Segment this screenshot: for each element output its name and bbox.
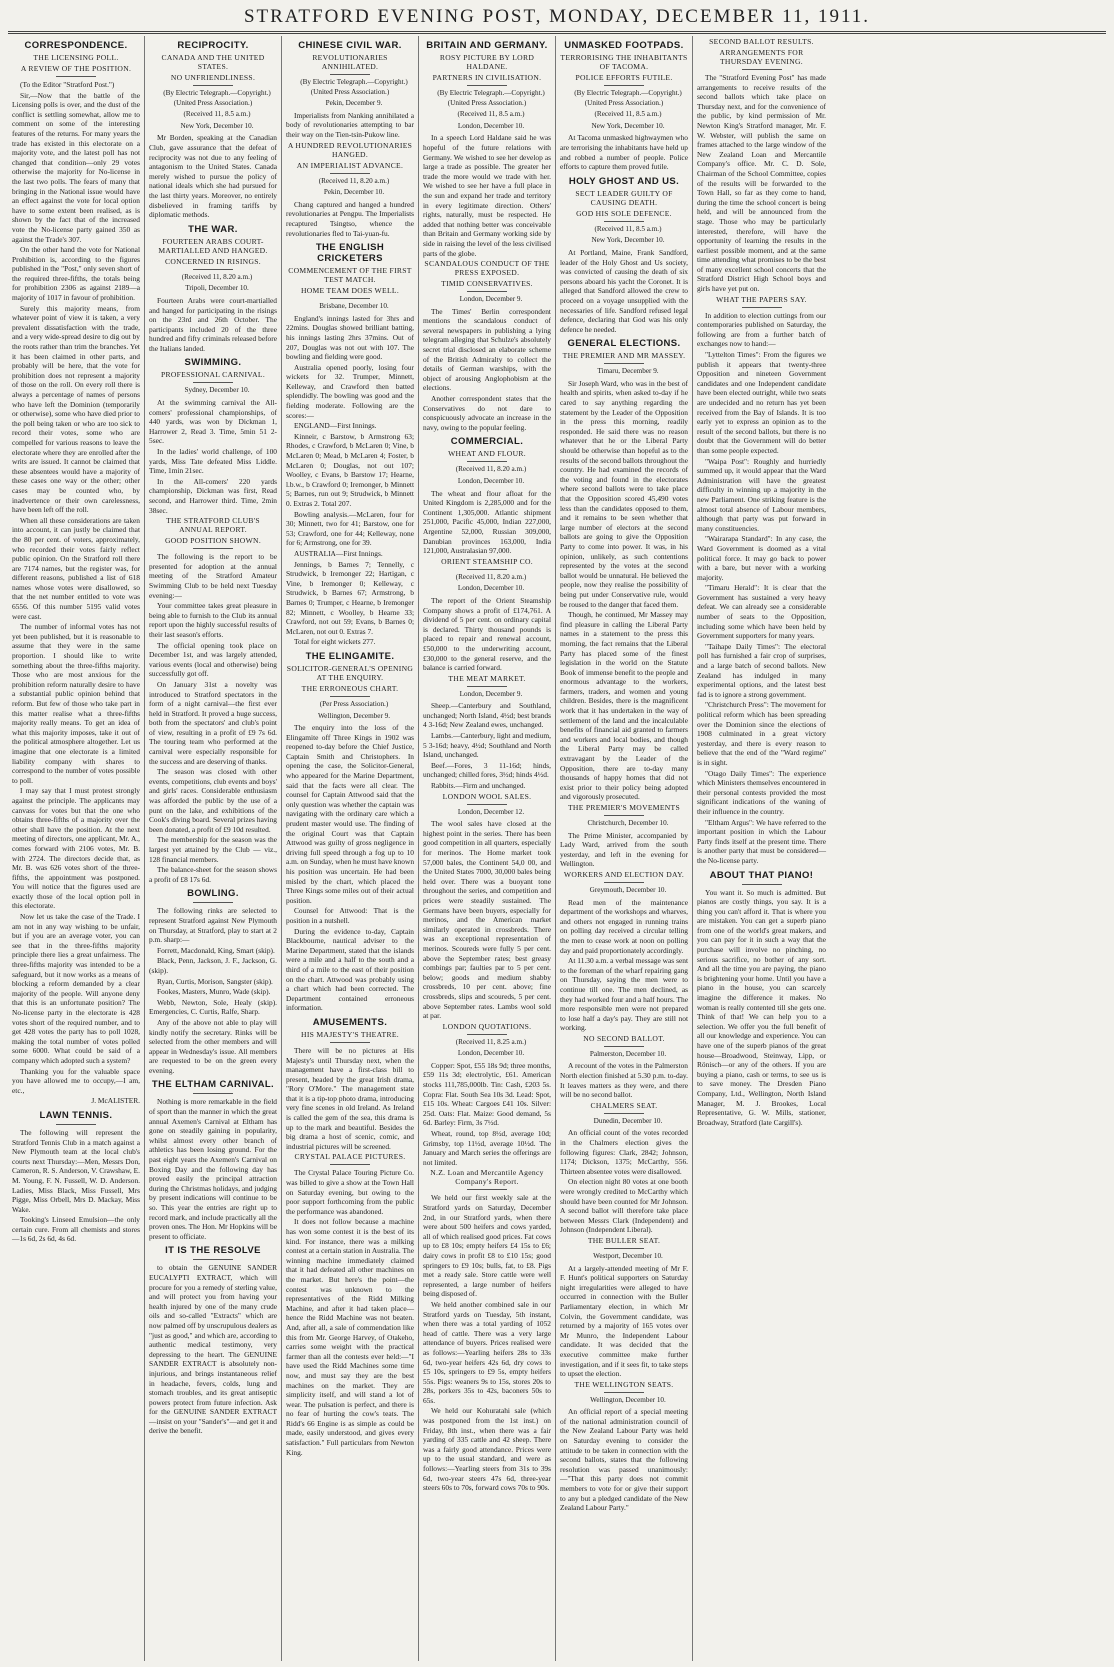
divider <box>467 461 507 462</box>
article-subheadline: TERRORISING THE INHABITANTS OF TACOMA. <box>560 53 688 71</box>
dateline: Wellington, December 10. <box>590 1395 666 1404</box>
divider <box>330 696 370 697</box>
paragraph: Rabbits.—Firm and unchanged. <box>431 781 526 791</box>
column-3 <box>282 36 419 1661</box>
paragraph: The report of the Orient Steamship Company shows a profit of £174,761. A dividend of 5 per cent. on ordinary capital is declared. Thirty thousand pounds is placed to repair and renewal account, £50,000 to the underwriting account, £30,000 to the general reserve, and the balance is carried forward. <box>423 595 551 673</box>
paragraph: Wheat, round, top 8½d, average 10d; Grimsby, top 11½d, average 10½d. The January and March series the offerings are not limited. <box>423 1129 551 1167</box>
paragraph: We held another combined sale in our Stratford yards on Tuesday, 5th instant, when there was a total yarding of 1052 head of cattle. There was a very large attendance of buyers. Prices realised were as follows:—Yearling heifers 28s to 33s 6d, two-year heifers 42s 6d, dry cows to £5 10s, springers to £9 5s, empty heifers 55s. Pigs: weaners 9s to 15s, stores 20s to 28s, porkers 35s to 42s, baconers 50s to 65s. <box>423 1299 551 1405</box>
paragraph: Beef.—Fores, 3 11-16d; hinds, unchanged; chilled fores, 3½d; hinds 4½d. <box>423 760 551 780</box>
paragraph: Fourteen Arabs were court-martialled and hanged for participating in the risings on the 23rd and 26th October. The participants included 20 of the three hundred and fifty criminals released before the Italians landed. <box>149 295 277 353</box>
paragraph: An official count of the votes recorded in the Chalmers election gives the following figures: Clark, 2842; Johnson, 1174; Dickson, 1375; McCarthy, 556. Thirteen absentee votes were disallowed. <box>560 1128 688 1176</box>
article-subheadline: FOURTEEN ARABS COURT-MARTIALLED AND HANGED. <box>158 236 268 255</box>
dateline: London, December 10. <box>457 477 525 485</box>
dateline: New York, December 10. <box>591 121 665 130</box>
article-headline: COMMERCIAL. <box>450 436 524 448</box>
article-headline: CHINESE CIVIL WAR. <box>298 40 402 51</box>
paragraph: "Waipa Post": Roughly and hurriedly summed up, it would appear that the Ward Administration will have the greatest difficulty in winning up a majority in the new Parliament. One striking feature is the almost total absence of Labour members, although that party was put forward in many constituencies. <box>697 456 826 533</box>
dateline: Dunedin, December 10. <box>593 1116 663 1125</box>
article <box>560 1101 688 1235</box>
divider <box>193 1093 233 1094</box>
article-subheadline: CRYSTAL PALACE PICTURES. <box>294 1152 406 1162</box>
dateline: Sydney, December 10. <box>184 386 250 395</box>
article <box>149 888 277 1075</box>
paragraph: On election night 80 votes at one booth were wrongly credited to McCarthy which should have been counted for Mr Johnson. A second ballot will therefore take place between Messrs Clark (Independent) and Johnson (Independent Liberal). <box>560 1177 688 1235</box>
divider <box>604 1248 644 1249</box>
divider <box>330 1164 370 1165</box>
divider <box>330 298 370 299</box>
paragraph: In the All-comers' 220 yards championship, Dickman was first, Read second, and Harrower third. Time, 2min 38sec. <box>149 476 277 515</box>
dateline: New York, December 10. <box>180 121 254 130</box>
paragraph: ENGLAND—First Innings. <box>294 421 377 431</box>
divider <box>467 1034 507 1035</box>
article-headline: IT IS THE RESOLVE <box>165 1245 261 1257</box>
column-2 <box>145 36 282 1661</box>
paragraph: The season was closed with other events, competitions, club events and boys' and girls' races. Considerable enthusiasm was afforded the public by the use of a punt on the lake, and exhibitions of the Cook's diving board. Several prizes having been donated, a profit of £9 10d resulted. <box>149 767 277 834</box>
article-headline: BOWLING. <box>187 888 239 900</box>
divider <box>742 884 782 885</box>
column-1 <box>8 36 145 1661</box>
article-subheadline-2: GOD HIS SOLE DEFENCE. <box>576 208 672 218</box>
paragraph: Lambs.—Canterbury, light and medium, 5 3-16d; heavy, 4½d; Southland and North Island, unchanged. <box>423 731 551 760</box>
article-subheadline: A HUNDRED REVOLUTIONARIES HANGED. <box>287 140 413 159</box>
article-subheadline: THE STRATFORD CLUB'S ANNUAL REPORT. <box>166 516 260 535</box>
paragraph: Surely this majority means, from whatever point of view it is taken, a very prevalent dissatisfaction with the trade, and a very wide-spread desire to dig out by the roots rather than trim the branches. Yet it has been claimed in other parts, and probably will be here, that the vote for prohibition does not represent a majority of those on the roll. On every roll there is always a percentage of names of persons who have left the Dominion (temporarily or otherwise), some who have died prior to the poll being taken or who are too sick to record their votes, some who are compelled for various reasons to leave the electorate where they are enrolled after the writs are issued. It cannot be claimed that these absentees would have a majority of these cases one way or the other; other cases may be counted who, by inadvertence or their own carelessness, have been left off the roll. <box>12 303 140 515</box>
divider <box>467 804 507 805</box>
paragraph: "Lyttelton Times": From the figures we publish it appears that twenty-three Opposition and nineteen Government candidates and one Independent candidate have been elected outright, while two seats are undecided and no return has yet been received from the Bay of Islands. It is too early yet to express an opinion as to the result of the second ballots, but there is no doubt that the Government will do better than some people expected. <box>697 350 826 455</box>
paragraph: Ryan, Curtis, Morison, Sangster (skip). <box>157 976 273 986</box>
paragraph: "Eltham Argus": We have referred to the important position in which the Labour Party finds itself at the present time. There is another party that must be considered—the No-license party. <box>697 817 826 865</box>
article-subheadline-2: NO UNFRIENDLINESS. <box>170 73 256 82</box>
paragraph: Kinneir, c Barstow, b Armstrong 63; Rhodes, c Crawford, b McLaren 0; Vine, b McLaren 0; Mead, b McLaren 4; Foster, b McLaren 0; Douglas, not out 107; Woolley, c Evans, b Barstow 17; Hearne, l.b.w., b Crawford 0; Iremonger, b Minnett 5; Barnes, run out 9; Strudwick, b Minnett 0. Extras 2. Total 207. <box>286 431 414 508</box>
article-subheadline: REVOLUTIONARIES ANNIHILATED. <box>312 53 388 71</box>
article <box>423 557 551 673</box>
paragraph: At the swimming carnival the All-comers' professional championships, of 440 yards, was won by Dickman 1, Harrower 2, Read 3. Time, 5min 51 2-5sec. <box>149 398 277 446</box>
article <box>286 242 414 647</box>
paragraph: The enquiry into the loss of the Elingamite off Three Kings in 1902 was reopened to-day before the Chief Justice, Captain Smith and Christophers. In opening the case, the Solicitor-General, who appeared for the Marine Department, said that the facts were all clear. The counsel for Captain Attwood said that the only question was whether the captain was navigating with the ordinary care which a prudent master would use. The finding of the original Court was that Captain Attwood was guilty of gross negligence in driving full speed through a fog up to 10 a.m. on Sunday, when he must have known his position was uncertain. He had been misled by the chart, which placed the Three Kings some miles out of their actual position. <box>286 723 415 905</box>
paragraph: On the other hand the vote for National Prohibition is, according to the figures published in the "Post," only seven short of the required three-fifths, the totals being for prohibition 2306 as against 2189—a majority of 1017 in favour of prohibition. <box>12 245 140 303</box>
divider <box>604 1113 644 1114</box>
paragraph: Fookes, Masters, Munro, Wade (skip). <box>157 987 271 997</box>
paragraph: The following rinks are selected to represent Stratford against New Plymouth on Thursday, at Stratford, play to start at 2 p.m. sharp:— <box>149 906 277 945</box>
paragraph: At Portland, Maine, Frank Sandford, leader of the Holy Ghost and Us society, was convicted of causing the death of six persons aboard his yacht the Coronet. It is alleged that Sandford allowed the crew to proceed on a voyage unsupplied with the necessaries of life. Sandford refused legal defence, declaring that God was his only defence he needed. <box>560 247 688 334</box>
divider <box>193 85 233 86</box>
paragraph: Bowling analysis.—McLaren, four for 30; Minnett, two for 41; Barstow, one for 53; Crawford, one for 44; Kelleway, none for 6; Armstrong, one for 39. <box>286 509 414 548</box>
paragraph: Black, Penn, Jackson, J. F., Jackson, G. (skip). <box>149 956 277 975</box>
paragraph: to obtain the GENUINE SANDER EUCALYPTI EXTRACT, which will procure for you a remedy of sterling value, and will protect you from having your health injured by one of the many crude oils and so-called "Extracts" which are now palmed off by unscrupulous dealers as "just as good," and which are, according to authentic medical testimony, very depressing to the heart. The GENUINE SANDER EXTRACT is absolutely non-injurious, and brings instantaneous relief in headache, fevers, colds, lung and stomach troubles, and its great antiseptic powers protect from future infection. Ask for the GENUINE SANDER EXTRACT—insist on your "Sander's"—and get it and derive the benefit. <box>149 1263 277 1436</box>
paragraph: A recount of the votes in the Palmerston North election finished at 5.30 p.m. to-day. It leaves matters as they were, and there will be no second ballot. <box>560 1061 688 1100</box>
article-subheadline: THE PREMIER'S MOVEMENTS <box>567 803 681 812</box>
article <box>423 436 551 555</box>
divider <box>193 382 233 383</box>
article-headline: LAWN TENNIS. <box>39 1109 113 1121</box>
article <box>697 37 826 294</box>
dateline: Westport, December 10. <box>593 1251 663 1260</box>
dateline: Pekin, December 10. <box>323 188 385 197</box>
article <box>560 40 688 172</box>
newspaper-columns <box>8 36 1106 1661</box>
divider <box>467 291 507 292</box>
dateline: (Received 11, 8.20 a.m.) <box>318 176 390 185</box>
paragraph: The Crystal Palace Touring Picture Co. was billed to give a show at the Town Hall on Saturday evening, but owing to the poor support forthcoming from the public the performance was abandoned. <box>286 1168 414 1216</box>
paragraph: Sheep.—Canterbury and Southland, unchanged; North Island, 4½d; best brands 4 3-16d; New Zealand ewes, unchanged. <box>423 701 551 730</box>
paragraph: At 11.30 a.m. a verbal message was sent to the foreman of the wharf repairing gang on Thursday, saying the men were to continue till one. The men declined, as they had worked four and a half hours. The more responsible men were not prepared to lose half a day's pay. They are still not working. <box>560 956 688 1033</box>
article <box>286 651 414 1013</box>
paragraph: The official opening took place on December 1st, and was largely attended, various events (local and otherwise) being successfully got off. <box>149 640 277 679</box>
paragraph: I may say that I must protest strongly against the principle. The applicants may canvass for votes but that the one who obtains three-fifths of a majority over the other shall have the position. At the next meeting of directors, one applicant, Mr. A., comes forward with 2106 votes, Mr. B. with 2724. The directors decide that, as Mr. B. was 626 votes short of the three-fifths, the appointment was postponed. You will notice that the figures used are exactly those of the local option poll in this electorate. <box>12 786 140 911</box>
article-subheadline: HIS MAJESTY'S THEATRE. <box>301 1029 399 1039</box>
dateline: London, December 12. <box>457 807 525 816</box>
dateline: Tripoli, December 10. <box>185 284 249 293</box>
article-subheadline: CHALMERS SEAT. <box>590 1100 658 1110</box>
article-subheadline: SCANDALOUS CONDUCT OF THE PRESS EXPOSED. <box>424 259 550 278</box>
dateline: Greymouth, December 10. <box>589 885 667 894</box>
article-subheadline: THE PREMIER AND MR MASSEY. <box>562 351 686 361</box>
article <box>423 1022 551 1168</box>
article <box>560 1034 688 1100</box>
paragraph: The following will represent the Stratford Tennis Club in a match against a New Plymouth team at the local club's courts next Thursday:—Men, Messrs Don, Cameron, R. S. Anderson, V. Crawshaw, E. M. Young, F. N. Fussell, W. D. Anderson. Ladies, Miss Black, Miss Fussell, Mrs Pigge, Miss Orbell, Mrs D. Mackay, Miss Wake. <box>12 1127 140 1214</box>
paragraph: Nothing is more remarkable in the field of sport than the manner in which the great annual Axemen's Carnival at Eltham has gone on steadily gaining in popularity, whilst almost every other branch of athletics has been losing ground. For the past eight years the Axemen's Carnival on Boxing Day and the following day has proved easily the principal attraction during the Christmas holidays, and judging by present indications will continue to be so. This year the entries are right up to record mark, and include practically all the proven ones. The Hon. Mr Hopkins will be present to officiate. <box>149 1097 277 1241</box>
paragraph: "Taihape Daily Times": The electoral poll has furnished a fair crop of surprises, and a large batch of second ballots. New Zealand has indulged in many experimental options, and the latest best fad is to ignore a strong government. <box>697 641 826 699</box>
article-headline: RECIPROCITY. <box>177 40 249 51</box>
article-subheadline: WHEAT AND FLOUR. <box>448 449 526 459</box>
paragraph: You want it. So much is admitted. But pianos are costly things, you say. It is a thing you can't afford it. That is where you are mistaken. You can get a superb piano from one of the world's great makers, and you can pay for it in such a way that the purchase will involve no pinching, no serious sacrifice, no bother of any sort. And all the time you are paying, the piano is brightening your home. Until you have a piano in the house, you can scarcely imagine the difference it makes. No woman is really contented till she gets one. Think of that! We can help you to a selection. We offer you the full benefit of all our knowledge and experience. You can have one of the superb pianos of the great house—Broadwood, Steinway, Lipp, or Rönisch—or any of the others. If you are buying a piano, cash or terms, to see us is to save money. The Dresden Piano Company, Ltd., Wellington, North Island Manager, M. J. Brookes, Local Representative, G. W. Mills, stationer, Broadway, Stratford (late Cargill's). <box>697 887 826 1127</box>
paragraph: AUSTRALIA—First Innings. <box>294 548 383 558</box>
masthead-rule-double <box>8 33 1106 34</box>
dateline: London, December 9. <box>459 689 523 698</box>
article <box>286 40 414 140</box>
paragraph: Mr Borden, speaking at the Canadian Club, gave assurance that the defeat of reciprocity was not due to any feeling of antagonism to the United States. Canada merely wished to pursue the policy of national ideals which she had pursued for the last thirty years. Moreover, no entirely disbelieved in framing tariffs by diplomatic methods. <box>149 133 277 220</box>
paragraph: "Otago Daily Times": The experience which Ministers themselves encountered in their personal contests provided the most significant indications of the waning of their influence in the country. <box>697 768 826 816</box>
dateline: (By Electric Telegraph.—Copyright.) (United Press Association.) <box>574 89 682 107</box>
dateline: (Per Press Association.) <box>319 699 389 708</box>
article <box>286 141 414 239</box>
article-subheadline-2: ARRANGEMENTS FOR THURSDAY EVENING. <box>719 48 804 66</box>
article <box>423 1168 551 1492</box>
article <box>286 1152 414 1457</box>
article <box>560 803 688 869</box>
paragraph: In the ladies' world challenge, of 100 yards, Miss Tate defeated Miss Liddle. Time, 1min 21sec. <box>149 447 277 476</box>
article-headline: HOLY GHOST AND US. <box>568 175 680 187</box>
paragraph: During the evidence to-day, Captain Blackbourne, nautical adviser to the Marine Department, stated that the islands were a mile and a half to the south and a third of a mile to the east of their position on the chart. Attwood was probably using a chart which had been corrected. The Department contained erroneous information. <box>286 926 414 1013</box>
dateline: London, December 10. <box>457 121 525 130</box>
article <box>560 176 688 335</box>
article-subheadline: THE BULLER SEAT. <box>587 1235 661 1245</box>
divider <box>56 76 96 77</box>
dateline: (Received 11, 8.5 a.m.) <box>457 110 525 119</box>
paragraph: Now let us take the case of the Trade. I am not in any way wishing to be unfair, but if you are an average voter, you can see that in the three-fifths majority principle there lies a great unfairness. The three-fifths majority was intended to be a safeguard, but it now works as a means of blocking a reform demanded by a clear majority of the people. Will anyone deny that this is an unfortunate position? The No-license party in the electorate is 428 votes short of the required number, and to get 428 votes the party has to poll 1028, making the total number of votes polled some 6000. What could be said of a company which adopted such a system? <box>12 912 140 1065</box>
paragraph: The Prime Minister, accompanied by Lady Ward, arrived from the south yesterday, and left in the evening for Wellington. <box>560 830 688 869</box>
divider <box>467 569 507 570</box>
article-subheadline: WHAT THE PAPERS SAY. <box>716 294 807 304</box>
article-subheadline: PROFESSIONAL CARNIVAL. <box>160 370 266 380</box>
article <box>560 1380 688 1513</box>
paragraph: Counsel for Attwood: That is the position in a nutshell. <box>286 906 414 925</box>
paragraph: Tooking's Linseed Emulsion—the only certain cure. From all chemists and stores—1s 6d, 2s 6d, 4s 6d. <box>12 1215 140 1244</box>
paragraph: The membership for the season was the largest yet attained by the Club — viz., 128 financial members. <box>149 835 277 864</box>
dateline: Brisbane, December 10. <box>319 302 389 311</box>
article-subheadline: THE WELLINGTON SEATS. <box>574 1379 674 1389</box>
article-subheadline-2: AN IMPERIALIST ADVANCE. <box>296 160 404 170</box>
article-headline: SWIMMING. <box>184 357 242 369</box>
dateline: (By Electric Telegraph.—Copyright.) (United Press Association.) <box>163 89 271 107</box>
paragraph: At Tacoma unmasked highwaymen who are terrorising the inhabitants have held up and robbed a number of people. Police efforts to capture them proved futile. <box>560 133 688 172</box>
article-headline: GENERAL ELECTIONS. <box>567 338 681 350</box>
paragraph: Though, he continued, Mr Massey may find pleasure in calling the Liberal Party names in a statement to the press this morning, the fact remains that the Liberal Party has placed some of the finest legislation in the world on the Statute Book of immense benefit to the people and enormous advantage to the workers, farmers, traders, and women and young children. Besides, there is the magnificent work that it has undertaken in the way of settlement of the land and the incalculable benefits of financial aid granted to farmers and workers and local bodies, and though the Liberal Party may be called extravagant by the Leader of the Opposition, there are to-day many thousands of happy homes that did not exist prior to their policy being adopted and vigorously prosecuted. <box>560 610 688 802</box>
paragraph: Thanking you for the valuable space you have allowed me to occupy,—I am, etc., <box>12 1066 140 1095</box>
paragraph: "Wairarapa Standard": In any case, the Ward Government is doomed as a vital political force. It may go back to power with a bare, but never with a working majority. <box>697 534 826 582</box>
article <box>149 224 277 354</box>
column-6 <box>693 36 830 1661</box>
masthead-rule <box>8 31 1106 32</box>
paragraph: Your committee takes great pleasure in being able to furnish to the Club its annual report upon the highly successful results of their last season's efforts. <box>149 601 277 639</box>
paragraph: The number of informal votes has not yet been published, but it is reasonable to assume that they were in the same proportion. I should like to write something about the three-fifths majority. Those who are most anxious for the prohibition reform naturally desire to have a substantial public opinion behind that reform. But few of those who take part in this matter realise what a three-fifths majority really means. To get an idea of what this majority imposes, take it out of the political atmosphere altogether. Let us imagine that one electorate is a limited liability company with shares to correspond to the number of votes possible to poll. <box>12 622 140 785</box>
paragraph: The wool sales have closed at the highest point in the series. There has been good competition in all quarters, especially for merinos. The Home market took 57,000 bales, the Continent 54,0 00, and the United States 7000, 30,000 bales being held over. There was a buoyant tone throughout the series, and competition and prices were steadily sustained. The Germans have been buyers, especially for merinos, and the American market similarly operated in crossbreds. There was an exceptional representation of merinos. Scoureds were fully 5 per cent. above the September rates; best greasy combings par; faulties par to 5 per cent. below; goods and medium shabby crossbreds, 10 per cent. above; fine crossbreds, slips and scoureds, 5 per cent. above September rates. Lambs wool sold at par. <box>423 819 551 1021</box>
divider <box>330 74 370 75</box>
paragraph: We held our first weekly sale at the Stratford yards on Saturday, December 2nd, in our Stratford yards, when there were about 500 heifers and cows yarded, all of which realised good prices. Fat cows up to £8 10s; empty heifers £4 15s to £6; dairy cows in profit £8 to £10 15s; good springers to £9 10s; bulls, fat, to £8. Pigs met a ready sale. Store cattle were well represented, a large number of heifers being disposed of. <box>423 1193 551 1299</box>
article-subheadline: LONDON QUOTATIONS. <box>442 1021 532 1031</box>
divider <box>604 815 644 816</box>
article-subheadline: SECOND BALLOT RESULTS. <box>709 37 814 46</box>
article <box>697 870 826 1128</box>
article <box>12 40 140 1106</box>
article-headline: THE ELINGAMITE. <box>305 650 395 662</box>
dateline: Timaru, December 9. <box>597 367 659 376</box>
article-headline: AMUSEMENTS. <box>312 1016 388 1028</box>
article <box>12 1110 140 1244</box>
divider <box>604 1392 644 1393</box>
dateline: (Received 11, 8.5 a.m.) <box>594 224 662 233</box>
article-subheadline: SOLICITOR-GENERAL'S OPENING AT THE ENQUIRY. <box>286 663 414 682</box>
article-subheadline-2: THE ERRONEOUS CHART. <box>301 683 399 693</box>
divider <box>56 1124 96 1125</box>
article <box>286 1017 414 1152</box>
article <box>560 338 688 802</box>
dateline: (Received 11, 8.20 a.m.) <box>455 572 527 581</box>
dateline: (By Electric Telegraph.—Copyright.) (United Press Association.) <box>437 89 545 107</box>
paragraph: In addition to election cuttings from our contemporaries published on Saturday, the following are from a further batch of exchanges now to hand:— <box>697 310 826 349</box>
column-4 <box>419 36 556 1661</box>
paragraph: The following is the report to be presented for adoption at the annual meeting of the Stratford Amateur Swimming Club to be held next Tuesday evening:— <box>149 552 277 600</box>
article-subheadline: CANADA AND THE UNITED STATES. <box>161 53 265 71</box>
dateline: Christchurch, December 10. <box>587 819 669 827</box>
dateline: New York, December 10. <box>591 236 665 245</box>
article-subheadline-2: HOME TEAM DOES WELL. <box>300 286 400 296</box>
article-subheadline-2: GOOD POSITION SHOWN. <box>164 536 262 546</box>
divider <box>467 1189 507 1190</box>
paragraph: Chang captured and hanged a hundred revolutionaries at Pengpu. The Imperialists recaptured Tsingtso, whence the revolutionaries fled to Tai-yuan-fu. <box>286 199 414 238</box>
article-subheadline: ORIENT STEAMSHIP CO. <box>441 556 533 566</box>
article <box>149 1245 277 1436</box>
paragraph: On January 31st a novelty was introduced to Stratford spectators in the form of a night carnival—the first ever held in Stratford. It proved a huge success, both from the spectators' and club's point of view, resulting in a profit of £9 7s 6d. The touring team who performed at the carnival were especially responsible for the success and are deserving of thanks. <box>149 679 277 766</box>
paragraph: Copper: Spot, £55 18s 9d; three months, £59 11s 3d; electrolytic, £61. American stocks 111,785,000lb. Tin: Cash, £203 5s. Copra: Flat. South Sea 10s 3d. Lead: Spot, £15 10s. Wheat: Cargoes £41 10s. Silver: 25d. Oats: Flat. Maize: Good demand, 5s 6d. Barley: Firm, 3s 7½d. <box>423 1060 551 1128</box>
paragraph: Any of the above not able to play will kindly notify the secretary. Rinks will be selected from the other members and will appear in Wednesday's issue. All members are requested to be on the green every evening. <box>149 1017 277 1075</box>
article-subheadline: WORKERS AND ELECTION DAY. <box>563 869 685 879</box>
article-subheadline: THE MEAT MARKET. <box>448 673 526 683</box>
divider <box>467 686 507 687</box>
paragraph: Forrett, Macdonald, King, Smart (skip). <box>157 945 275 955</box>
article-subheadline-2: PARTNERS IN CIVILISATION. <box>432 73 542 82</box>
article-subheadline-2: A REVIEW OF THE POSITION. <box>20 64 132 73</box>
divider <box>193 269 233 270</box>
article-subheadline-2: CONCERNED IN RISINGS. <box>165 256 261 266</box>
article-subheadline: THE LICENSING POLL. <box>33 53 119 62</box>
divider <box>330 1042 370 1043</box>
dateline: London, December 10. <box>457 584 525 593</box>
dateline: Wellington, December 9. <box>317 711 391 720</box>
article-headline: CORRESPONDENCE. <box>24 40 128 51</box>
paragraph: England's innings lasted for 3hrs and 22mins. Douglas showed brilliant batting, his innings lasting 2hrs 37mins. Out of 207, Douglas was not out with 107. The bowling and fielding were good. <box>286 313 414 362</box>
divider <box>467 85 507 86</box>
divider <box>742 307 782 308</box>
paragraph: (To the Editor "Stratford Post.") <box>20 80 115 89</box>
article <box>560 870 688 1033</box>
dateline: Palmerston, December 10. <box>589 1049 667 1058</box>
signature: J. McALISTER. <box>91 1096 140 1106</box>
article <box>423 259 551 432</box>
article-headline: UNMASKED FOOTPADS. <box>564 40 684 51</box>
article-headline: ABOUT THAT PIANO! <box>709 869 814 881</box>
divider <box>604 882 644 883</box>
article <box>560 1236 688 1379</box>
article-subheadline: N.Z. Loan and Mercantile Agency Company's Report. <box>430 1168 544 1187</box>
paragraph: When all these considerations are taken into account, it can justly be claimed that the 80 per cent. of voters, approximately, who recorded their votes fairly reflect public opinion. On the Stratford roll there are 7174 names, but the register was, for different reasons, published a list of 618 names whose votes were disallowed, so that the net number entitled to vote was 6556. Of this number 5195 valid votes were cast. <box>12 515 140 621</box>
article <box>149 1079 277 1241</box>
article-headline: THE ENGLISH CRICKETERS <box>315 242 385 265</box>
dateline: (Received 11, 8.20 a.m.) <box>455 465 527 474</box>
article-headline: THE ELTHAM CARNIVAL. <box>151 1079 275 1091</box>
paragraph: An official report of a special meeting of the national administration council of the New Zealand Labour Party was held on Saturday evening to consider the attitude to be taken in connection with the second ballots, states that the following resolution was passed unanimously:—"That this party does not commit members to vote for or give their support to any but a pledged candidate of the New Zealand Labour Party." <box>560 1407 688 1513</box>
article <box>149 516 277 884</box>
article-subheadline: COMMENCEMENT OF THE FIRST TEST MATCH. <box>288 266 412 285</box>
paragraph: The balance-sheet for the season shows a profit of £8 17s 6d. <box>149 865 277 884</box>
paragraph: Sir,—Now that the battle of the Licensing polls is over, and the dust of the conflict is settling somewhat, allow me to comment on some of the interesting features of the returns. For many years the trade has existed in this electorate on a majority vote, and the latest poll has not changed that condition—only 29 votes otherwise the majority for No-license in the last two polls. The fears of many that bringing in the National issue would have an effect against the vote for local option have to some extent been realised, as is shown by the fact that of the increased vote the No-license party gained 350 as against the Trade's 307. <box>12 90 140 244</box>
divider <box>742 69 782 70</box>
paragraph: Jennings, b Barnes 7; Tennelly, c Strudwick, b Iremonger 22; Hartigan, c Vine, b Iremonger 0; Kelleway, c Strudwick, b Barnes 67; Armstrong, b Barnes 0; Trumper, c Hearne, b Iremonger 82; Minnett, c Woolley, b Hearne 33; Crawford, not out 59; Evans, b Barnes 0; McLaren, not out 0. Extras 7. <box>286 559 414 636</box>
divider <box>604 1046 644 1047</box>
paragraph: We held our Kohuratahi sale (which was postponed from the 1st inst.) on Friday, 8th inst., when there was a fair yarding of 335 cattle and 42 sheep. There was a fairly good attendance. Prices were up to the usual standard, and were as follows:—Yearling steers from 31s to 39s 6d, two-year steers 47s 6d, three-year steers 60s to 70s, forward cows 70s to 90s. <box>423 1406 551 1493</box>
article <box>423 792 551 1021</box>
dateline: London, December 9. <box>459 295 523 304</box>
article-subheadline-2: TIMID CONSERVATIVES. <box>441 279 533 289</box>
divider <box>193 548 233 549</box>
paragraph: Total for eight wickets 277. <box>294 637 376 647</box>
article-subheadline: ROSY PICTURE BY LORD HALDANE. <box>439 53 535 71</box>
dateline: London, December 10. <box>457 1049 525 1058</box>
divider <box>604 85 644 86</box>
paragraph: "Christchurch Press": The movement for political reform which has been spreading over the Dominion since the elections of 1908 culminated in a great victory yesterday, and there is every reason to believe that the end of the "Ward regime" is in sight. <box>697 700 826 767</box>
column-5 <box>556 36 693 1661</box>
article <box>697 295 826 866</box>
dateline: (Received 11, 8.25 a.m.) <box>455 1037 527 1046</box>
article-headline: THE WAR. <box>188 223 238 235</box>
article-headline: BRITAIN AND GERMANY. <box>426 40 548 51</box>
paragraph: The "Stratford Evening Post" has made arrangements to receive results of the second ballots which take place on Thursday next, and for the convenience of the public, by kind permission of Mr. Newton King's Stratford manager, Mr. F. W. Webster, will publish the same on frames attached to the large window of the New Zealand Loan and Mercantile Company's office. Mr. C. D. Sole, Chairman of the School Committee, copies of the results will be forwarded to the Town Hall, so far as they come to hand, during the time the school concert is being held, and will be announced from the stage. Those who may be particularly interested, therefore, will have the opportunity of learning the results in the earliest possible moment, and at the same time attending what promises to be the best of many excellent school concerts that the Stratford District High School boys and girls have yet put on. <box>697 73 826 294</box>
article <box>149 357 277 515</box>
dateline: (Received 11, 8.5 a.m.) <box>183 110 251 119</box>
paragraph: Another correspondent states that the Conservatives do not dare to conspicuously advocate an increase in the navy, owing to the popular feeling. <box>423 394 551 432</box>
article <box>423 40 551 258</box>
dateline: (By Electric Telegraph.—Copyright.) (United Press Association.) <box>300 78 408 96</box>
paragraph: At a largely-attended meeting of Mr F. F. Hunt's political supporters on Saturday night irregularities were alleged to have occurred in connection with the Buller Parliamentary election, in which Mr Colvin, the Government candidate, was returned by a majority of 165 votes over Mr Munro, the Independent Labour candidate. It was decided that the executive committee make further investigation, and if it sees fit, to take steps to upset the election. <box>560 1263 688 1379</box>
paragraph: There will be no pictures at His Majesty's until Thursday next, when the management have a first-class bill to present, headed by the great Irish drama, "Rory O'More." The management state that it is a tip-top photo drama, introducing very fine scenes in old Ireland. As Ireland is called the gem of the sea, this drama is up to the mark and beautiful. Besides the big drama a host of scenic, comic, and industrial pictures will be screened. <box>286 1045 414 1151</box>
divider <box>330 173 370 174</box>
article-subheadline: NO SECOND BALLOT. <box>583 1033 665 1043</box>
article-subheadline-2: POLICE EFFORTS FUTILE. <box>575 73 673 82</box>
paragraph: It does not follow because a machine has won some contest it is the best of its kind. For instance, there was a milking contest at a certain station in Australia. The winning machine immediately claimed that it had defeated all other machines on the market. But here's the point—the contest was unknown to the representatives of the Ridd Milking Machine, and after it had taken place—hence the Ridd Machine was not beaten. And, after all, a sale of commendation like this from Mr. George Harvey, of Otakeho, carries some weight with the practical farmer than all the contests ever held:—"I have used the Ridd Machines some time now, and must say they are the best machines on the market. They are simplicity itself, and will stand a lot of wear. The pulsation is perfect, and there is no fear of hurting the cow's teats. The Ridd's 66 Engine is as simple as could be made, easily understood, and gives every satisfaction." Full particulars from Newton King. <box>286 1217 414 1457</box>
paragraph: Webb, Newton, Sole, Healy (skip). Emergencies, C. Curtis, Ralfe, Sharp. <box>149 997 277 1017</box>
article-subheadline: SECT LEADER GUILTY OF CAUSING DEATH. <box>575 188 673 207</box>
paragraph: Sir Joseph Ward, who was in the best of health and spirits, when asked to-day if he cared to say anything regarding the statement by the Leader of the Opposition in the press this morning, readily responded. He said there was no reason whatever that he or the Liberal Party should be otherwise than hopeful as to the results of the second ballots throughout the country. He had examined the records of the voting and found in the electorates where second ballots were to take place that the Opposition scored 45,490 votes less than the candidates opposed to them, and it remains to be seen whether that large number of electors at the second ballots are going to give the Opposition Party to come into power. It was, in his opinion, unlikely, as such contentions represented by the votes at the second ballot would be unnatural. He believed the people, now they realise the possibility of being put under Conservative rule, would be roused to the danger that faced them. <box>560 378 688 609</box>
paragraph: Australia opened poorly, losing four wickets for 32. Trumper, Minnett, Kelleway, and Crawford then batted splendidly. The bowling was good and the fielding moderate. Following are the scores:— <box>286 362 414 420</box>
paragraph: The wheat and flour afloat for the United Kingdom is 2,285,000 and for the Continent 1,305,000. Atlantic shipment 251,000, Pacific 45,000, Indian 227,000, Argentine 52,000, Russian 309,000, Danubian provinces 163,000, India 121,000, Australasian 97,000. <box>423 488 551 556</box>
divider <box>604 221 644 222</box>
divider <box>193 902 233 903</box>
paragraph: "Timaru Herald": It is clear that the Government has sustained a very heavy defeat. We can already see a considerable number of seats to the Opposition, including some which have been held by Government supporters for many years. <box>697 583 826 641</box>
masthead: STRATFORD EVENING POST, MONDAY, DECEMBER 11, 1911. <box>243 6 871 27</box>
dateline: (Received 11, 8.20 a.m.) <box>181 272 253 281</box>
dateline: (Received 11, 8.5 a.m.) <box>594 110 662 119</box>
divider <box>604 363 644 364</box>
article-subheadline: LONDON WOOL SALES. <box>442 791 532 801</box>
article <box>423 674 551 791</box>
article <box>149 40 277 220</box>
paragraph: The Times' Berlin correspondent mentions the scandalous conduct of several newspapers in publishing a lying telegram alleging that Schulze's absolutely secret trial disclosed an elaborate scheme of the British Admiralty to collect the details of German warships, with the object of arousing Anglophobism at the elections. <box>423 306 551 393</box>
paragraph: Imperialists from Nanking annihilated a body of revolutionaries attempting to bar their way on the Tien-tsin-Pukow line. <box>286 110 414 139</box>
divider <box>193 1259 233 1260</box>
paragraph: Read men of the maintenance department of the workshops and wharves, and others not engaged in running trains on polling day received a circular telling the men to cease work at noon on polling day and paid proportionately accordingly. <box>560 897 688 955</box>
dateline: Pekin, December 9. <box>325 99 383 108</box>
paragraph: In a speech Lord Haldane said he was hopeful of the future relations with Germany. We wished to see her develop as large a trade as possible. The greater her trade the more would we trade with her. We wished to see her have a full place in the sun and expand her trade and territory in every legitimate direction. Others' rights, naturally, must be respected. He added that nothing better was conceivable than Britain and Germany working side by side in raising the level of the less civilised parts of the globe. <box>423 133 551 258</box>
